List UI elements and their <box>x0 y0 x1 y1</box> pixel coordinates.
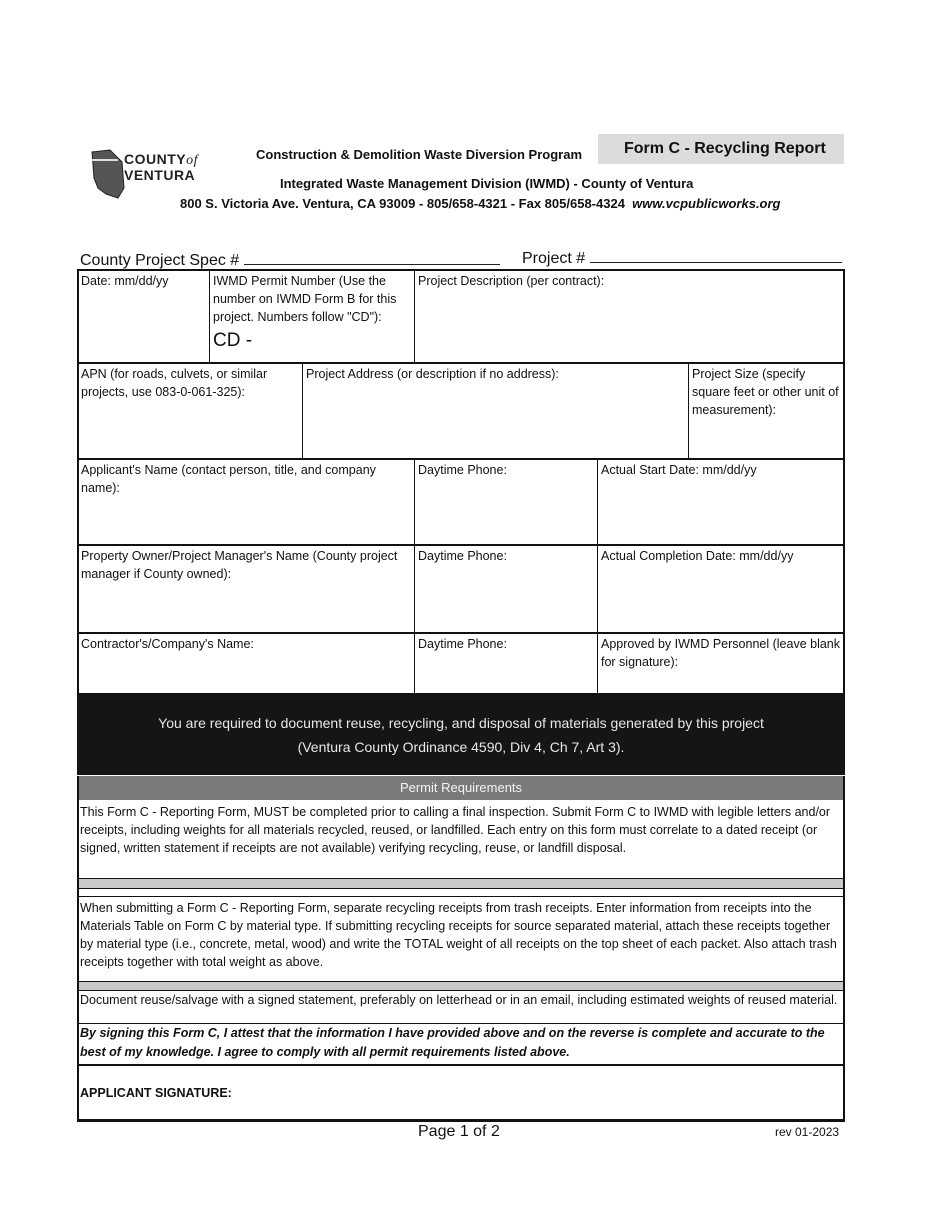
grid-line <box>77 1064 845 1066</box>
actual-start-label: Actual Start Date: mm/dd/yy <box>601 463 757 477</box>
applicant-signature-field[interactable] <box>230 1068 842 1118</box>
applicant-name-label: Applicant's Name (contact person, title, and company name): <box>81 463 376 495</box>
project-size-label: Project Size (specify square feet or other unit of measurement): <box>692 367 839 417</box>
project-address-field[interactable] <box>303 364 688 458</box>
iwmd-approval-field[interactable] <box>598 634 843 693</box>
owner-name-field[interactable] <box>78 546 414 632</box>
county-map-icon <box>88 148 128 200</box>
contact-address: 800 S. Victoria Ave. Ventura, CA 93009 - 805/658-4321 - Fax 805/658-4324 www.vcpublicworks.org <box>180 196 781 211</box>
contractor-name-label: Contractor's/Company's Name: <box>81 637 254 651</box>
actual-completion-label: Actual Completion Date: mm/dd/yy <box>601 549 794 563</box>
form-title: Form C - Recycling Report <box>624 140 826 157</box>
permit-requirements-heading: Permit Requirements <box>77 776 845 800</box>
project-number: Project # <box>522 248 842 268</box>
permit-prefix: CD - <box>213 330 253 351</box>
phone-label: Daytime Phone: <box>418 637 507 651</box>
owner-name-label: Property Owner/Project Manager's Name (County project manager if County owned): <box>81 549 398 581</box>
notice-line-2: (Ventura County Ordinance 4590, Div 4, Ch 7, Art 3). <box>297 739 625 755</box>
approved-by-label: Approved by IWMD Personnel (leave blank for signature): <box>601 637 841 669</box>
actual-start-date-field[interactable] <box>598 460 843 544</box>
grid-line <box>77 896 845 897</box>
county-project-spec: County Project Spec # <box>80 250 500 270</box>
apn-label: APN (for roads, culvets, or similar projects, use 083-0-061-325): <box>81 367 268 399</box>
apn-field[interactable] <box>78 364 302 458</box>
county-logo <box>88 146 208 202</box>
contractor-phone-field[interactable] <box>415 634 597 693</box>
divider-band <box>79 982 843 990</box>
applicant-signature-label: APPLICANT SIGNATURE: <box>80 1086 232 1100</box>
spec-number-field[interactable] <box>244 250 500 265</box>
date-field[interactable] <box>78 271 209 362</box>
attestation-statement: By signing this Form C, I attest that the information I have provided above and on the reverse is complete and accurate to the best of my knowledge. I agree to comply with all permit requirements listed above. <box>80 1026 825 1059</box>
project-description-field[interactable] <box>415 271 843 362</box>
grid-line <box>77 1119 845 1122</box>
phone-label: Daytime Phone: <box>418 549 507 563</box>
applicant-name-field[interactable] <box>78 460 414 544</box>
date-label: Date: mm/dd/yy <box>81 274 169 288</box>
contractor-name-field[interactable] <box>78 634 414 693</box>
owner-phone-field[interactable] <box>415 546 597 632</box>
ordinance-notice <box>77 695 845 775</box>
project-number-field[interactable] <box>590 248 842 263</box>
applicant-phone-field[interactable] <box>415 460 597 544</box>
notice-line-1: You are required to document reuse, recycling, and disposal of materials generated by this project <box>158 715 764 731</box>
actual-completion-date-field[interactable] <box>598 546 843 632</box>
revision-date: rev 01-2023 <box>775 1125 840 1139</box>
program-name: Construction & Demolition Waste Diversion Program <box>256 147 583 162</box>
permit-number-field[interactable] <box>210 271 414 362</box>
phone-label: Daytime Phone: <box>418 463 507 477</box>
requirement-paragraph-2: When submitting a Form C - Reporting Form, separate recycling receipts from trash receipts. Enter information from receipts into the Materials Table on Form C by material type. If submitting recycling receipts for source separated material, attach these receipts together by material type (i.e., concrete, metal, wood) and write the TOTAL weight of all receipts on the top sheet of each packet. Also attach trash receipts together with total weight as above. <box>80 901 837 969</box>
project-description-label: Project Description (per contract): <box>418 274 605 288</box>
division-name: Integrated Waste Management Division (IWMD) - County of Ventura <box>280 176 694 191</box>
project-address-label: Project Address (or description if no address): <box>306 367 559 381</box>
logo-wordmark: COUNTYof VENTURA <box>124 151 199 183</box>
requirement-paragraph-1: This Form C - Reporting Form, MUST be completed prior to calling a final inspection. Submit Form C to IWMD with legible letters and/or receipts, including weights for all materials recycled, reused, or landfilled. Each entry on this form must correlate to a dated receipt (or signed, written statement if receipts are not available) verifying recycling, reuse, or landfill disposal. <box>80 805 831 855</box>
grid-line <box>77 888 845 889</box>
project-size-field[interactable] <box>689 364 843 458</box>
permit-number-label: IWMD Permit Number (Use the number on IWMD Form B for this project. Numbers follow "CD"): <box>213 274 397 324</box>
requirement-paragraph-3: Document reuse/salvage with a signed statement, preferably on letterhead or in an email, including estimated weights of reused material. <box>80 993 838 1007</box>
page-number: Page 1 of 2 <box>418 1123 500 1140</box>
divider-band <box>79 879 843 888</box>
